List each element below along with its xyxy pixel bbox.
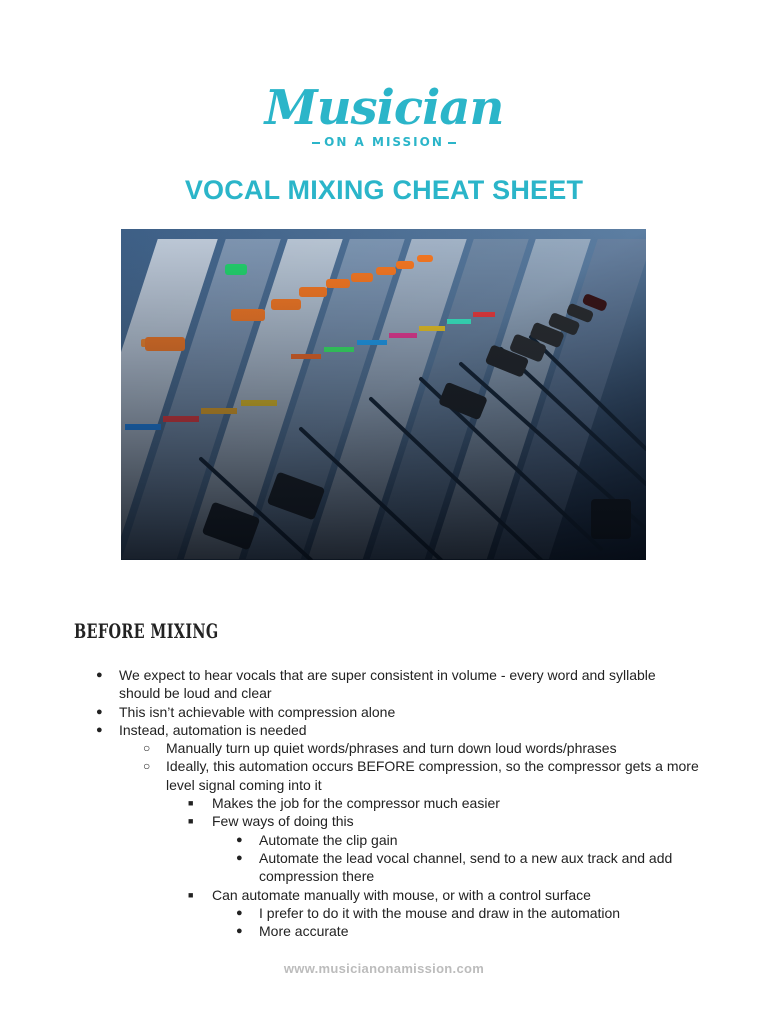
list-item: ○ Ideally, this automation occurs BEFORE compression, so the compressor gets a more level signal coming into it ■ Makes the job for the compressor much easier ■ Few ways of doing this ● Automate the clip gain ● Automate the lead vocal channel, send to a new aux track and add compression there ■ Can automate manually with mouse, or with a control surface ● I prefer to do it with the mouse and draw in the automation ● More accurate bbox=[0, 757, 701, 940]
list-item: ● This isn’t achievable with compression alone bbox=[96, 703, 396, 720]
page-title: VOCAL MIXING CHEAT SHEET bbox=[184, 175, 584, 205]
list-item: ● Automate the clip gain bbox=[236, 831, 398, 848]
bullet-list bbox=[0, 666, 768, 940]
bullet-circle-icon: ○ bbox=[143, 759, 151, 774]
list-item: ■ Makes the job for the compressor much easier bbox=[188, 795, 500, 812]
bullet-dot-icon: ● bbox=[236, 906, 243, 919]
bullet-dot-icon: ● bbox=[96, 705, 103, 718]
logo-tagline bbox=[0, 134, 768, 150]
bullet-dot-icon: ● bbox=[96, 669, 103, 681]
list-item: ● Automate the lead vocal channel, send to a new aux track and add compression there bbox=[236, 849, 673, 885]
list-item: ● Instead, automation is needed ○ Manually turn up quiet words/phrases and turn down loud words/phrases ○ Ideally, this automation occurs BEFORE compression, so the compressor gets a more level signal coming into it ■ Makes the job for the compressor much easier ■ Few ways of doing this ● Automate the clip gain ● Automate the lead vocal channel, send to a new aux track and add compression there ■ Can automate manually with mouse, or with a control surface ● I prefer to do it with the mouse and draw in the automation ● More accurate bbox=[0, 721, 689, 941]
bullet-dot-icon: ● bbox=[236, 851, 243, 864]
footer-website-link[interactable]: www.musicianonamission.com bbox=[283, 961, 485, 976]
list-item: ● We expect to hear vocals that are super consistent in volume - every word and syllable should be loud and clear bbox=[96, 667, 656, 702]
tagline-dash-right bbox=[448, 142, 456, 144]
list-item: ○ Manually turn up quiet words/phrases and turn down loud words/phrases bbox=[143, 740, 617, 757]
mixing-console-image bbox=[121, 229, 646, 560]
bullet-square-icon: ■ bbox=[188, 889, 194, 900]
mixing-console-illustration bbox=[121, 229, 646, 560]
tagline-dash-left bbox=[312, 142, 320, 144]
bullet-dot-icon: ● bbox=[236, 925, 243, 938]
list-item: ● More accurate bbox=[236, 923, 349, 940]
logo-script-text: Musician bbox=[264, 80, 504, 136]
list-item: ■ Can automate manually with mouse, or with a control surface ● I prefer to do it with the mouse and draw in the automation ● More accurate bbox=[0, 886, 701, 941]
brand-logo bbox=[0, 82, 768, 160]
bullet-square-icon: ■ bbox=[188, 816, 194, 827]
bullet-dot-icon: ● bbox=[236, 833, 243, 846]
bullet-square-icon: ■ bbox=[188, 798, 194, 809]
list-item: ● I prefer to do it with the mouse and draw in the automation bbox=[236, 904, 621, 921]
list-item: ■ Few ways of doing this ● Automate the clip gain ● Automate the lead vocal channel, send to a new aux track and add compression there bbox=[0, 812, 701, 885]
section-heading: BEFORE MIXING bbox=[74, 619, 219, 643]
bullet-dot-icon: ● bbox=[96, 723, 103, 736]
bullet-circle-icon: ○ bbox=[143, 741, 151, 756]
logo-tagline-text: ON A MISSION bbox=[324, 135, 444, 149]
